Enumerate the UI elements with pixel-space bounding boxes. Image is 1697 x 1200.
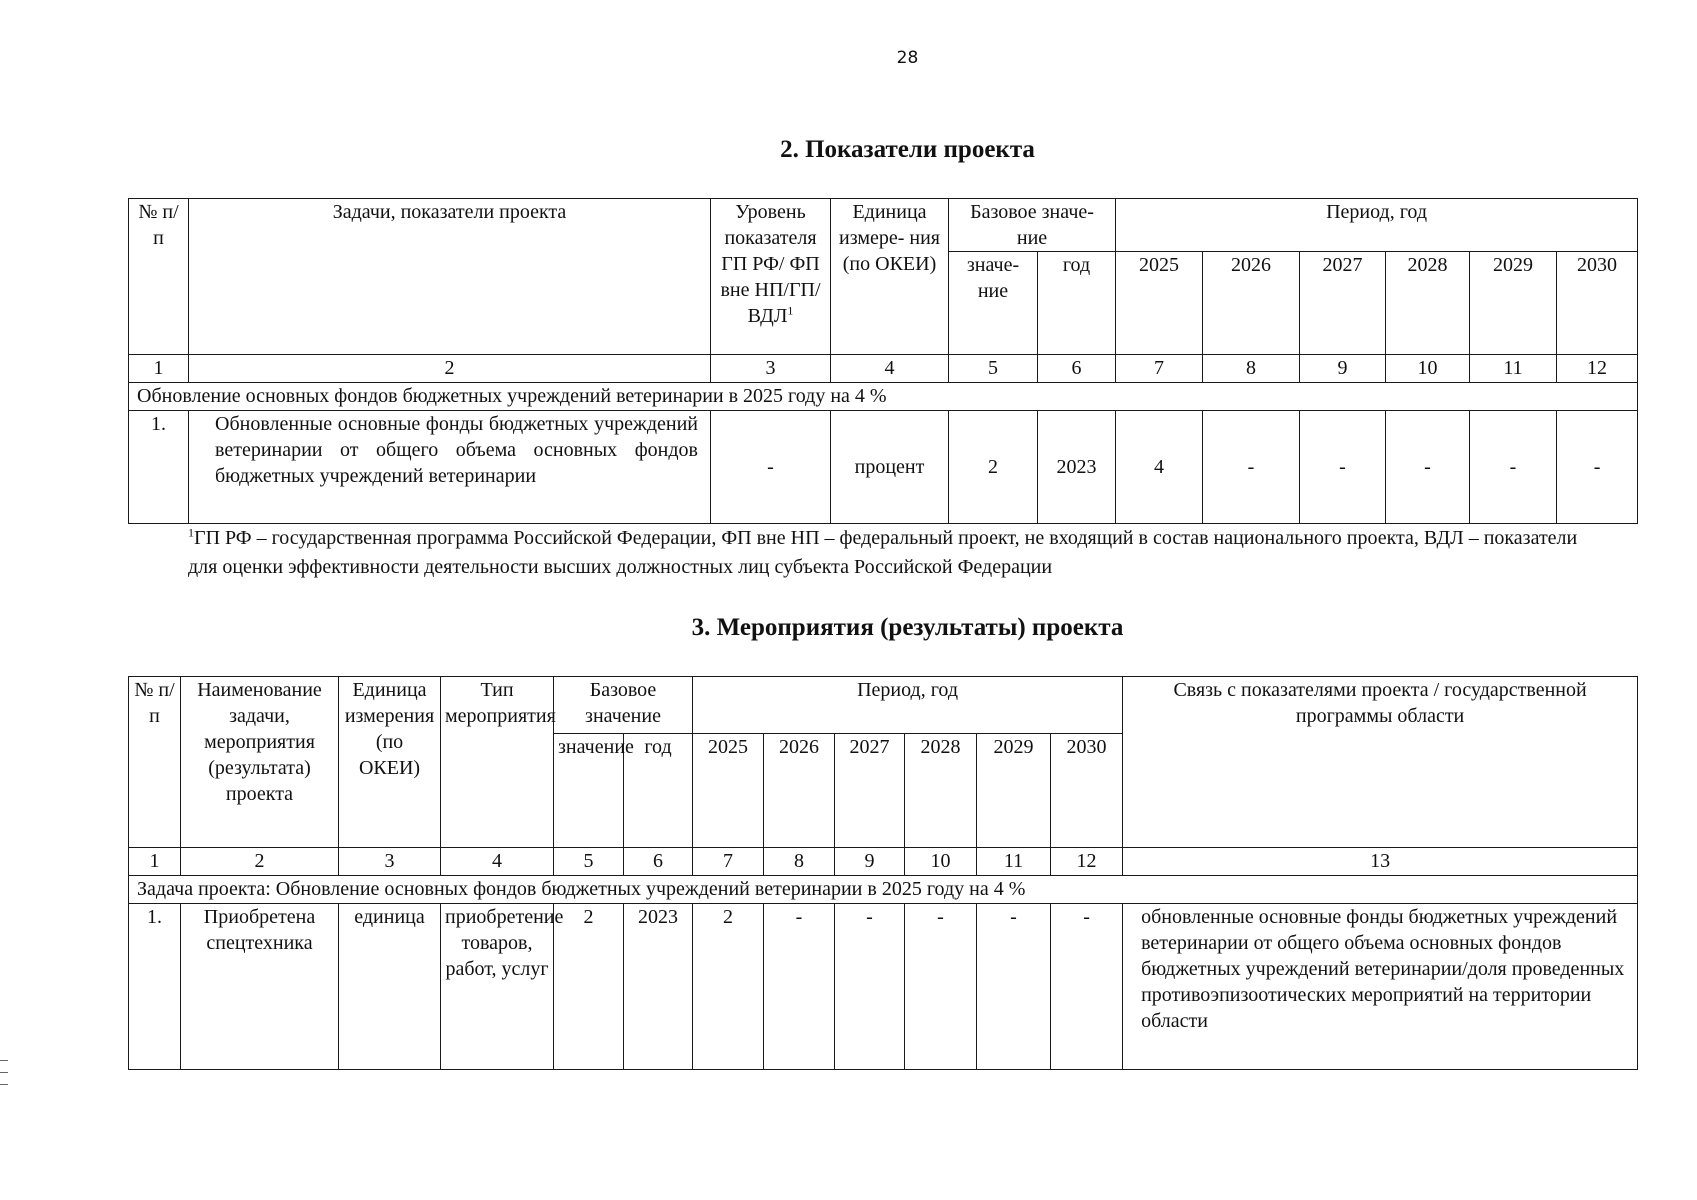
page-number: 28 (896, 48, 919, 68)
activity-type: приобретение товаров, работ, услуг (441, 904, 554, 1070)
header-year: 2026 (1203, 252, 1300, 355)
indicator-value: - (1203, 411, 1300, 524)
column-number: 5 (949, 355, 1038, 383)
header-tasks: Задачи, показатели проекта (189, 199, 711, 355)
indicator-base-value: 2 (949, 411, 1038, 524)
footnote-ref: 1 (787, 303, 794, 318)
header-base-year: год (1038, 252, 1116, 355)
column-number: 3 (711, 355, 831, 383)
column-number: 1 (129, 848, 181, 876)
column-number: 3 (339, 848, 441, 876)
indicator-base-year: 2023 (1038, 411, 1116, 524)
indicator-value: - (1470, 411, 1557, 524)
header-base: Базовое значение (554, 677, 693, 734)
activity-value: - (764, 904, 835, 1070)
header-num: № п/ п (129, 677, 181, 848)
column-number: 1 (129, 355, 189, 383)
indicator-value: - (1386, 411, 1470, 524)
header-period: Период, год (693, 677, 1123, 734)
column-number: 6 (1038, 355, 1116, 383)
scan-edge-mark (0, 1072, 8, 1073)
header-name: Наименование задачи, мероприятия (результата) проекта (181, 677, 339, 848)
header-year: 2025 (1116, 252, 1203, 355)
activity-unit: единица (339, 904, 441, 1070)
column-number: 7 (693, 848, 764, 876)
indicator-name: Обновленные основные фонды бюджетных учреждений ветеринарии от общего объема основных фондов бюджетных учреждений ветеринарии (189, 411, 711, 524)
column-number: 9 (835, 848, 905, 876)
footnote-text: ГП РФ – государственная программа Российской Федерации, ФП вне НП – федеральный проект, не входящий в состав национального проекта, ВДЛ – показатели для оценки эффективности деятельности высших должностных лиц субъекта Российской Федерации (188, 527, 1578, 578)
scan-edge-mark (0, 1060, 8, 1061)
activities-table (128, 676, 1638, 1070)
column-number: 4 (831, 355, 949, 383)
header-unit: Единица измере- ния (по ОКЕИ) (831, 199, 949, 355)
indicator-value: - (1300, 411, 1386, 524)
column-number: 10 (1386, 355, 1470, 383)
column-number: 5 (554, 848, 624, 876)
column-number: 10 (905, 848, 977, 876)
header-year: 2026 (764, 734, 835, 848)
header-type: Тип мероприятия (441, 677, 554, 848)
row-num: 1. (129, 411, 189, 524)
column-number: 12 (1557, 355, 1638, 383)
header-base-value: значение (554, 734, 624, 848)
column-number: 2 (189, 355, 711, 383)
indicator-value: - (1557, 411, 1638, 524)
activity-base-year: 2023 (624, 904, 693, 1070)
column-number: 8 (764, 848, 835, 876)
header-year: 2029 (1470, 252, 1557, 355)
header-period: Период, год (1116, 199, 1638, 252)
activity-value: - (835, 904, 905, 1070)
activity-base-value: 2 (554, 904, 624, 1070)
indicator-unit: процент (831, 411, 949, 524)
section-2-title: 2. Показатели проекта (780, 136, 1035, 163)
header-year: 2028 (905, 734, 977, 848)
section-3-title: 3. Мероприятия (результаты) проекта (691, 614, 1124, 641)
column-number: 8 (1203, 355, 1300, 383)
header-year: 2030 (1557, 252, 1638, 355)
header-level-text: Уровень показателя ГП РФ/ ФП вне НП/ГП/ ВДЛ (720, 201, 821, 327)
header-num: № п/п (129, 199, 189, 355)
header-year: 2027 (835, 734, 905, 848)
header-year: 2030 (1051, 734, 1123, 848)
indicator-value: 4 (1116, 411, 1203, 524)
section-row: Обновление основных фондов бюджетных учреждений ветеринарии в 2025 году на 4 % (129, 383, 1638, 411)
header-year: 2029 (977, 734, 1051, 848)
indicator-level: - (711, 411, 831, 524)
header-base-year: год (624, 734, 693, 848)
header-unit: Единица измерения (по ОКЕИ) (339, 677, 441, 848)
activity-value: - (905, 904, 977, 1070)
activity-value: 2 (693, 904, 764, 1070)
column-number: 4 (441, 848, 554, 876)
indicators-table (128, 198, 1638, 524)
section-row: Задача проекта: Обновление основных фондов бюджетных учреждений ветеринарии в 2025 году на 4 % (129, 876, 1638, 904)
column-number: 11 (977, 848, 1051, 876)
activity-name: Приобретена спецтехника (181, 904, 339, 1070)
activity-link: обновленные основные фонды бюджетных учреждений ветеринарии от общего объема основных фондов бюджетных учреждений ветеринарии/доля проведенных противоэпизоотических мероприятий на территории области (1123, 904, 1638, 1070)
column-number: 6 (624, 848, 693, 876)
column-number: 12 (1051, 848, 1123, 876)
scan-edge-mark (0, 1084, 8, 1085)
row-num: 1. (129, 904, 181, 1070)
column-number: 13 (1123, 848, 1638, 876)
footnote (188, 524, 1608, 582)
header-base-value: значе- ние (949, 252, 1038, 355)
column-number: 2 (181, 848, 339, 876)
header-year: 2028 (1386, 252, 1470, 355)
activity-value: - (977, 904, 1051, 1070)
header-link: Связь с показателями проекта / государственной программы области (1123, 677, 1638, 848)
column-number: 7 (1116, 355, 1203, 383)
header-base: Базовое значе- ние (949, 199, 1116, 252)
header-level (711, 199, 831, 355)
activity-value: - (1051, 904, 1123, 1070)
header-year: 2027 (1300, 252, 1386, 355)
column-number: 11 (1470, 355, 1557, 383)
column-number: 9 (1300, 355, 1386, 383)
footnote-mark: 1 (188, 525, 194, 540)
header-year: 2025 (693, 734, 764, 848)
